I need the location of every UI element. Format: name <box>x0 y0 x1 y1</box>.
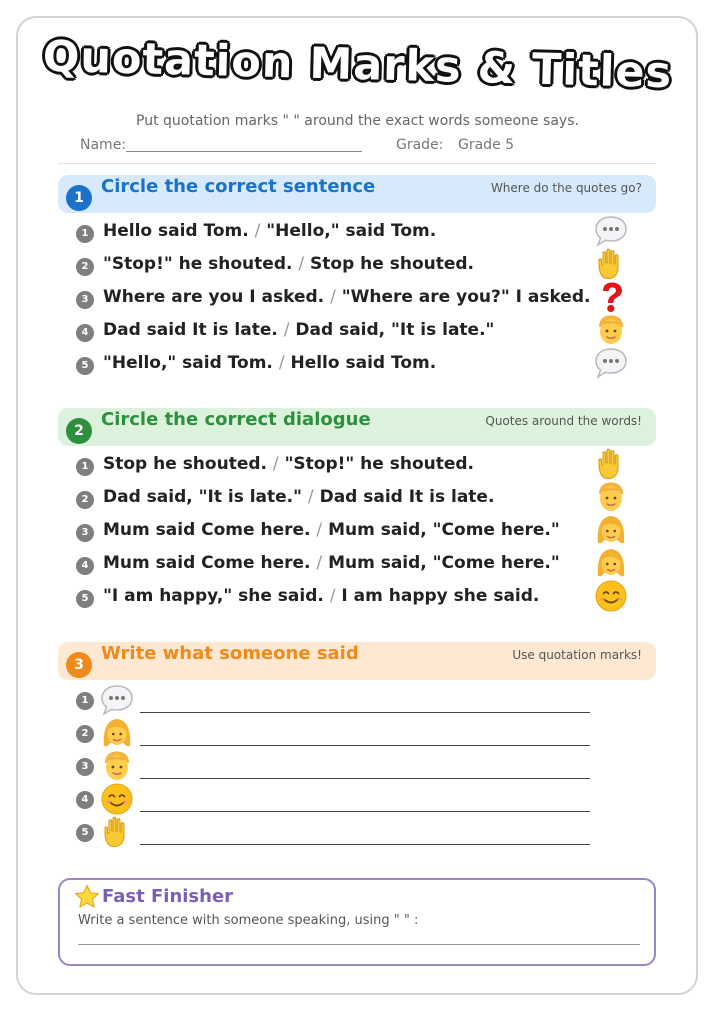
choice-a[interactable]: Stop he shouted. <box>103 454 267 474</box>
exercise-row <box>76 285 636 313</box>
item-number: 1 <box>76 225 94 243</box>
sentence-choices <box>103 487 494 507</box>
choice-b[interactable]: Hello said Tom. <box>290 353 437 373</box>
sentence-choices <box>103 454 474 474</box>
speech-bubble-icon <box>594 346 628 380</box>
choice-a[interactable]: Dad said It is late. <box>103 320 278 340</box>
answer-line[interactable] <box>140 712 590 713</box>
man-face-icon <box>594 313 628 347</box>
section-number: 3 <box>66 652 92 678</box>
write-row <box>76 752 596 784</box>
woman-face-icon <box>100 716 134 750</box>
sentence-choices <box>103 353 436 373</box>
section-1-header <box>58 175 656 213</box>
exercise-row <box>76 252 636 280</box>
write-row <box>76 719 596 751</box>
exercise-row <box>76 485 636 513</box>
item-number: 2 <box>76 258 94 276</box>
item-number: 3 <box>76 758 94 776</box>
choice-separator: / <box>278 353 285 373</box>
man-face-icon <box>594 480 628 514</box>
name-label: Name: <box>80 137 127 153</box>
item-number: 5 <box>76 357 94 375</box>
section-hint: Quotes around the words! <box>485 414 642 428</box>
choice-a[interactable]: Mum said Come here. <box>103 520 311 540</box>
item-number: 1 <box>76 692 94 710</box>
section-title: Circle the correct sentence <box>101 176 376 197</box>
speech-bubble-icon <box>100 683 134 717</box>
item-number: 4 <box>76 791 94 809</box>
choice-a[interactable]: Hello said Tom. <box>103 221 249 241</box>
answer-line[interactable] <box>140 811 590 812</box>
choice-b[interactable]: Dad said It is late. <box>319 487 495 507</box>
speech-bubble-icon <box>594 214 628 248</box>
choice-b[interactable]: Mum said, "Come here." <box>328 520 560 540</box>
woman-face-icon <box>594 546 628 580</box>
fast-finisher-title: Fast Finisher <box>102 886 234 907</box>
exercise-row <box>76 318 636 346</box>
answer-line[interactable] <box>140 844 590 845</box>
raised-hand-icon <box>594 247 628 281</box>
sentence-choices <box>103 553 560 573</box>
page-subtitle: Put quotation marks " " around the exact words someone says. <box>136 113 579 129</box>
man-face-icon <box>100 749 134 783</box>
choice-a[interactable]: Dad said, "It is late." <box>103 487 302 507</box>
choice-a[interactable]: Mum said Come here. <box>103 553 311 573</box>
choice-a[interactable]: Where are you I asked. <box>103 287 325 307</box>
choice-a[interactable]: "Hello," said Tom. <box>103 353 273 373</box>
item-number: 2 <box>76 725 94 743</box>
name-field[interactable] <box>126 151 362 152</box>
section-hint: Where do the quotes go? <box>490 181 642 195</box>
choice-b[interactable]: "Where are you?" I asked. <box>341 287 591 307</box>
section-number: 2 <box>66 418 92 444</box>
choice-separator: / <box>316 520 323 540</box>
smiling-face-icon <box>100 782 134 816</box>
write-row <box>76 686 596 718</box>
choice-separator: / <box>307 487 314 507</box>
choice-separator: / <box>329 586 336 606</box>
choice-b[interactable]: Dad said, "It is late." <box>295 320 495 340</box>
section-2-header <box>58 408 656 446</box>
choice-b[interactable]: Mum said, "Come here." <box>328 553 560 573</box>
fast-finisher-instruction: Write a sentence with someone speaking, using " " : <box>78 913 419 928</box>
exercise-row <box>76 351 636 379</box>
item-number: 1 <box>76 458 94 476</box>
header-divider <box>58 163 656 164</box>
write-row <box>76 785 596 817</box>
item-number: 4 <box>76 324 94 342</box>
choice-separator: / <box>254 221 261 241</box>
exercise-row <box>76 551 636 579</box>
choice-b[interactable]: "Stop!" he shouted. <box>284 454 475 474</box>
item-number: 3 <box>76 291 94 309</box>
choice-separator: / <box>298 254 305 274</box>
star-icon <box>74 884 100 910</box>
choice-a[interactable]: "Stop!" he shouted. <box>103 254 293 274</box>
choice-separator: / <box>283 320 290 340</box>
grade-value: Grade 5 <box>458 137 515 153</box>
section-3-header <box>58 642 656 680</box>
item-number: 5 <box>76 824 94 842</box>
exercise-row <box>76 452 636 480</box>
woman-face-icon <box>594 513 628 547</box>
sentence-choices <box>103 254 474 274</box>
exercise-row <box>76 219 636 247</box>
write-row <box>76 818 596 850</box>
choice-separator: / <box>330 287 336 307</box>
item-number: 3 <box>76 524 94 542</box>
raised-hand-icon <box>594 447 628 481</box>
answer-line[interactable] <box>78 964 640 965</box>
page-title: Quotation Marks & Titles <box>42 31 673 99</box>
sentence-choices <box>103 586 539 606</box>
sentence-choices <box>103 287 590 307</box>
section-hint: Use quotation marks! <box>512 648 642 662</box>
exercise-row <box>76 518 636 546</box>
choice-b[interactable]: I am happy she said. <box>341 586 540 606</box>
name-grade-row <box>80 137 640 157</box>
choice-a[interactable]: "I am happy," she said. <box>103 586 324 606</box>
question-mark-icon <box>594 280 628 314</box>
choice-b[interactable]: Stop he shouted. <box>310 254 475 274</box>
section-number: 1 <box>66 185 92 211</box>
item-number: 5 <box>76 590 94 608</box>
section-title: Write what someone said <box>101 643 359 664</box>
choice-separator: / <box>272 454 279 474</box>
item-number: 2 <box>76 491 94 509</box>
grade-label: Grade: <box>396 137 444 153</box>
fast-finisher-box <box>58 878 656 966</box>
answer-line[interactable] <box>140 778 590 779</box>
sentence-choices <box>103 320 494 340</box>
smiling-face-icon <box>594 579 628 613</box>
sentence-choices <box>103 221 436 241</box>
choice-separator: / <box>316 553 323 573</box>
answer-line[interactable] <box>140 745 590 746</box>
sentence-choices <box>103 520 560 540</box>
answer-line[interactable] <box>78 944 640 945</box>
exercise-row <box>76 584 636 612</box>
item-number: 4 <box>76 557 94 575</box>
raised-hand-icon <box>100 815 134 849</box>
section-title: Circle the correct dialogue <box>101 409 371 430</box>
choice-b[interactable]: "Hello," said Tom. <box>266 221 437 241</box>
